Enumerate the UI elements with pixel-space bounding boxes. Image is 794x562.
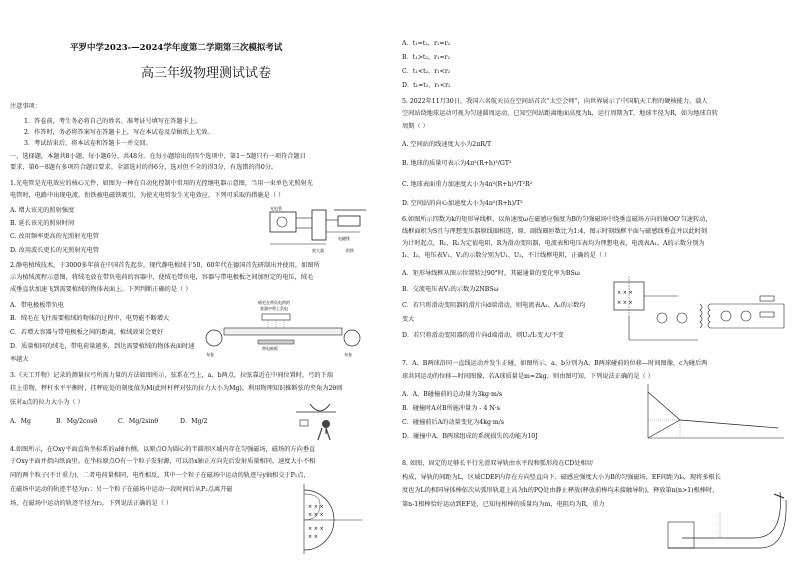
q2-option-c: C．若增大容器与带电极板之间的距离，植绒效果会更好 — [10, 329, 164, 336]
q2-line3: 成垂直状加速飞到需要植绒的物体表面上。下列判断正确的是（ ） — [10, 286, 192, 293]
q8-line2: 构成，导轨的间距为L，区域CDEF内存在方向竖直向下、磁感应强度大小为B的匀强磁场，EF间距为l₀，现将多根长 — [402, 474, 721, 481]
q3-option-b: B．Mg/2cosθ — [56, 418, 98, 425]
q2-option-a: A．带电极板带负电 — [10, 302, 64, 309]
note-2: 2．作答时，务必将答案写在答题卡上，写在本试卷及草稿纸上无效。 — [24, 129, 214, 136]
q5-line1: 5. 2022年11月30日，我国六名航天员在空间站首次“太空会师”，向世界展示了中国航天工程的硬核能力。载人 — [402, 98, 708, 105]
svg-text:× ×: × × — [308, 534, 318, 540]
q3-option-c: C．Mg/2sinθ — [118, 418, 159, 425]
fabric-belt — [224, 328, 342, 335]
q2-option-d2: 率越大 — [10, 356, 29, 363]
q2-label-roll-left: 布卷 — [206, 352, 214, 357]
q1-label-amplifier: 放大器 — [312, 248, 324, 253]
q4-line5: 场，在磁场中运动的轨迹半径为r₂，下列说法正确的是（ ） — [10, 500, 173, 507]
amplifier-box — [312, 210, 326, 240]
q5-line2: 空间站绕地球运动可视为匀速圆周运动，已知空间站距离地面高度为h，运行周期为T，地球半径为R，如为地球自转 — [402, 110, 718, 117]
secondary-coil-icon — [708, 304, 710, 328]
charged-plate — [258, 340, 294, 344]
voltmeter-v1-icon — [677, 313, 687, 323]
q4-option-d: D．t₁=t₂，r₁<r₂ — [402, 82, 451, 89]
ammeter-a1-icon — [657, 313, 667, 323]
electromagnet-icon — [338, 216, 360, 226]
q2-label-container-1: 绒毛在带负电荷的 — [258, 300, 290, 305]
q1-label-phototube: 光电管 — [270, 206, 282, 211]
q7-line2: 球共同运动的位移—时间图像，若A球质量是m=2kg，则由图可知，下列说法正确的是（ ） — [402, 373, 654, 380]
field-cross-marks: × × × — [308, 504, 324, 510]
person-icon — [318, 428, 330, 440]
q3-option-a: A．Mg — [10, 418, 31, 425]
q6-option-c1: C．若只将滑动变阻器的滑片向d端滑动，则电流表A₁、A₂的示数均 — [402, 302, 586, 309]
line-a — [648, 392, 680, 420]
school-line: 平罗中学2023-—2024学年度第二学期第三次模拟考试 — [70, 43, 283, 53]
note-1: 1．答卷前，考生务必将自己的姓名、准考证号填写在答题卡上。 — [24, 118, 202, 125]
q8-line3: 度也为L的相同导体棒依次从弧形轨道上高为h的PQ处由静止释放(释放前棒均未接触导轨)，释放第n(n>1)根棒时， — [402, 487, 719, 494]
roller-right-icon — [344, 330, 360, 346]
line-c — [680, 420, 778, 428]
primary-coil-icon — [700, 304, 702, 328]
q1-relay-figure — [268, 204, 370, 256]
q4-option-b: B．t₁>t₂，r₁=r₂ — [402, 54, 451, 61]
phototube-icon — [277, 217, 287, 227]
q1-label-armature: 衔铁 — [346, 248, 354, 253]
q6-line4: I₁、I₂，电压表V₁、V₂的示数分别为U₁、U₂，不计线框电阻，正确的是（ ） — [402, 252, 611, 259]
q3-line3: 弦对a点的拉力大小为（ ） — [10, 399, 84, 406]
rheostat-icon — [760, 312, 774, 317]
q1-option-a: A. 增大该光的照射强度 — [10, 207, 75, 214]
notes-heading: 注意事项： — [10, 103, 41, 110]
q6-option-d: D．若只将滑动变阻器的滑片向d端滑动，则U₂/I₂变大/不变 — [402, 332, 564, 339]
svg-text:× × ×: × × × — [617, 300, 633, 306]
q7-option-a: A．A、B碰撞前的总动量为3kg·m/s — [402, 391, 503, 398]
q6-option-c2: 变大 — [402, 316, 415, 323]
q4-line4: 在磁场中运动的轨迹半径为r₁；另一个粒子在磁场中运动一段时间后从P₂点离开磁 — [10, 486, 233, 493]
bow-icon — [310, 404, 330, 411]
q2-label-plate: 带电极板 — [262, 346, 278, 351]
line-b — [648, 420, 680, 438]
q2-label-roll-right: 布卷 — [344, 352, 352, 357]
roller-left-icon — [206, 330, 222, 346]
q6-line1: 6.如图所示四数为k的矩形导线框，以角速度ω在磁感应强度为B的匀强磁场中绕垂直磁场方向的轴OO'匀速转动， — [402, 216, 712, 223]
q5-option-b: B. 地球的质量可表示为4π²(R+h)³/GT² — [402, 160, 512, 167]
section1-line2: 要求，第6～8题有多项符合题目要求。全部选对的得6分，选对但不全的得3分，有选错的得0分。 — [10, 164, 278, 171]
q1-label-electromagnet: 电磁铁 — [338, 236, 350, 241]
coil-cross-marks: × × × — [617, 290, 633, 296]
q6-option-b: B．交流电压表V₂的示数为2NBSω — [402, 286, 499, 293]
arc-rail-1 — [754, 492, 780, 538]
exam-title: 高三年级物理测试试卷 — [141, 66, 272, 81]
svg-text:× × ×: × × × — [308, 526, 324, 532]
resistor-r1-icon — [760, 296, 774, 301]
q4-line2: 于Oxy平面并指向纸面里。在坐标原点O有一个粒子发射源，可以沿x轴正方向先后发射质量相同、速度大小不相 — [10, 458, 316, 465]
q7-xt-graph — [638, 380, 788, 446]
svg-text:× × ×: × × × — [308, 512, 324, 518]
q6-option-a: A．矩形导线框从图示位置转过90°时，其磁通量的变化率为BSω — [402, 270, 580, 277]
section1-line1: 一、选择题，本题共8小题，每小题6分，共48分。在每小题给出的四个选项中，第1～5题只有一项符合题目 — [10, 153, 306, 160]
weight-icon — [300, 420, 308, 426]
q6-line2: 线框面积为S且与理想变压器原线圈相连，原、副线圈匝数比为1:4，图示时刻线框平面与磁感线垂直并以此时刻 — [402, 228, 708, 235]
q1-line2: 电管时，电路中出现电流，衔铁被电磁铁吸引，为使光电管发生光电效应，下列可采取的措施是（ ） — [10, 192, 285, 199]
q4-field-figure — [290, 482, 364, 556]
q1-option-d: D. 改用波长更长的光照射光电管 — [10, 247, 100, 254]
q1-option-c: C. 改用频率更高的光照射光电管 — [10, 233, 99, 240]
q4-line1: 4.如图所示，在Oxy平面直角坐标系的a轴右侧，以原点O为圆心的半圆形区域内存在匀强磁场，磁场的方向垂直 — [10, 446, 316, 453]
q1-option-b: B. 延长该光的照射时间 — [10, 220, 75, 227]
q5-option-c: C. 地球表面重力加速度大小为4π²(R+h)³/T²R² — [402, 181, 533, 188]
q7-option-c: C．碰撞前后A的动量变化为4kg·m/s — [402, 419, 505, 426]
q3-line1: 3.《天工开物》记录的测量拉弓所需力量的方法如图所示，弦系在弓上，a、b两点，拉弦靠近在中间位置时，弓的下端 — [10, 372, 333, 379]
q3-line2: 挂上重物，秤杆水平平衡时，挂秤砣处的刻度值为M(此时杆秤对弦的拉力大小为Mg)，利用物理知识推断弦的夹角为2θ则 — [10, 385, 343, 392]
note-3: 3．考试结束后，将本试卷和答题卡一并交回。 — [24, 140, 152, 147]
q4-option-a: A．t₁=t₂，r₁=r₂ — [402, 40, 451, 47]
voltmeter-v2-icon — [721, 311, 731, 321]
q3-option-d: D．Mg/2 — [180, 418, 208, 425]
person-head-icon — [322, 420, 330, 428]
q2-option-b: B．绒毛在飞往需要植绒的物体的过程中，电势能不断增大 — [10, 315, 170, 322]
q4-line3: 同的两个粒子(不计重力)，二者电荷量相同，电性相反，其中一个粒子在磁场中运动的轨迹与y轴相交于P₁点， — [10, 472, 310, 479]
q3-bow-figure — [290, 398, 350, 442]
ammeter-a2-icon — [741, 311, 751, 321]
q8-rail-figure — [660, 482, 790, 560]
q2-label-container-2: 容器中带上负电 — [260, 306, 288, 311]
q8-line4: 第n-1根棒恰好运动到EF处，已知每根棒的质量均为m，电阻均为R，重力 — [402, 501, 605, 508]
q5-line3: 周期（ ） — [402, 123, 429, 130]
q5-option-d: D. 空间站的向心加速度大小为4π²(R+h)/T² — [402, 200, 523, 207]
q7-option-b: B．碰撞时A对B所施冲量为 - 4 N·s — [402, 405, 500, 412]
q5-option-a: A. 空间站的线速度大小为2πR/T — [402, 141, 492, 148]
field-region-cdef — [668, 522, 694, 548]
phototube-box — [270, 212, 296, 232]
q8-line1: 8. 如图，固定的足够长平行光滑双导轨由水平段和弧形段在CD处相切 — [402, 460, 593, 467]
q2-line1: 2.静电植绒技术，于3000多年前在中国首先起步，现代静电植绒于50、60年代在德国首先研制出并使用，如图所 — [10, 262, 320, 269]
conductor-rod — [774, 494, 784, 498]
flock-container — [262, 314, 290, 320]
q6-transformer-figure — [608, 274, 790, 348]
q2-flocking-figure — [198, 298, 368, 360]
q1-line1: 1.光电管是光电效应的核心元件，如图为一种在自动化控制中常用的光控继电器示意图，当用一束单色光照射光 — [10, 180, 313, 187]
q2-line2: 示为植绒流程示意图，将绒毛放在带负电荷的容器中，使绒毛带负电，容器与带电极板之间加恒定的电压，绒毛 — [10, 274, 314, 281]
q6-line3: 为计时起点，R₁、R₂为定值电阻，R为滑动变阻器，电流表和电压表均为理想电表，电流表A₁、A的示数分别为 — [402, 240, 705, 247]
arc-rail-2 — [760, 500, 786, 548]
q7-line1: 7．A、B两球沿同一直线运动并发生正碰，如图所示，a、b分别为A、B两球碰前的位移—时间图像，c为碰后两 — [402, 360, 708, 367]
q7-option-d: D．碰撞中A、B两球组成的系统损失的动能为10J — [402, 433, 538, 440]
q4-option-c: C．t₁<t₂，r₁<r₂ — [402, 68, 451, 75]
q2-option-d1: D．质量相同的绒毛，带电荷量越多，到达需要植绒的物体表面时速 — [10, 343, 195, 350]
